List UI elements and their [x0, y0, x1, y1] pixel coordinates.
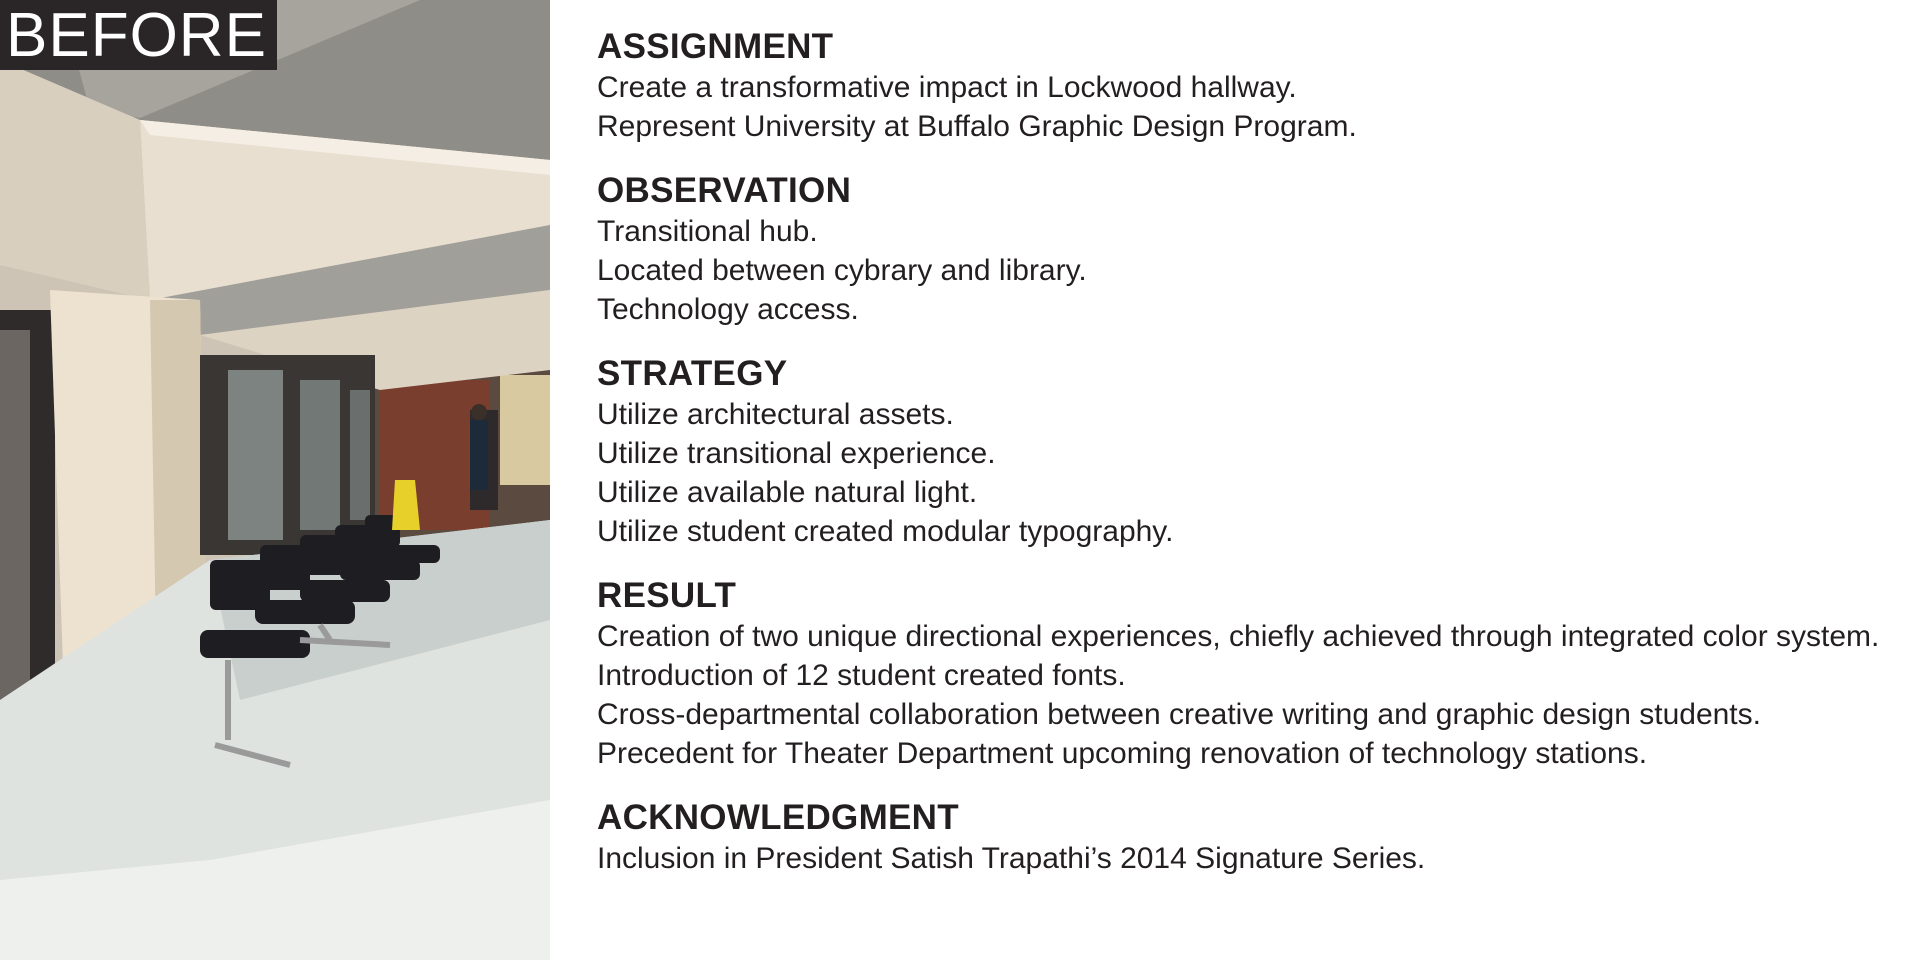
before-label: BEFORE	[0, 0, 277, 70]
section-line: Located between cybrary and library.	[597, 254, 1087, 287]
section-line: Utilize available natural light.	[597, 476, 978, 509]
section-acknowledgment	[597, 797, 1907, 878]
section-line: Utilize architectural assets.	[597, 398, 954, 431]
section-line: Utilize student created modular typography.	[597, 515, 1174, 548]
section-line: Cross-departmental collaboration between creative writing and graphic design students.	[597, 698, 1761, 731]
section-strategy	[597, 353, 1907, 551]
section-result	[597, 575, 1907, 773]
section-heading: OBSERVATION	[597, 171, 852, 210]
section-line: Introduction of 12 student created fonts.	[597, 659, 1126, 692]
project-description	[597, 26, 1907, 902]
section-line: Precedent for Theater Department upcoming renovation of technology stations.	[597, 737, 1648, 770]
section-heading: STRATEGY	[597, 354, 788, 393]
section-heading: ASSIGNMENT	[597, 27, 834, 66]
section-line: Inclusion in President Satish Trapathi’s 2014 Signature Series.	[597, 842, 1426, 875]
section-line: Transitional hub.	[597, 215, 818, 248]
section-observation	[597, 170, 1907, 329]
section-heading: RESULT	[597, 576, 737, 615]
section-line: Represent University at Buffalo Graphic Design Program.	[597, 110, 1357, 143]
section-line: Utilize transitional experience.	[597, 437, 996, 470]
section-line: Create a transformative impact in Lockwood hallway.	[597, 71, 1297, 104]
section-heading: ACKNOWLEDGMENT	[597, 798, 959, 837]
section-assignment	[597, 26, 1907, 146]
section-line: Creation of two unique directional experiences, chiefly achieved through integrated color system.	[597, 620, 1880, 653]
section-line: Technology access.	[597, 293, 859, 326]
hallway-illustration	[0, 0, 550, 960]
hallway-photo	[0, 0, 550, 960]
